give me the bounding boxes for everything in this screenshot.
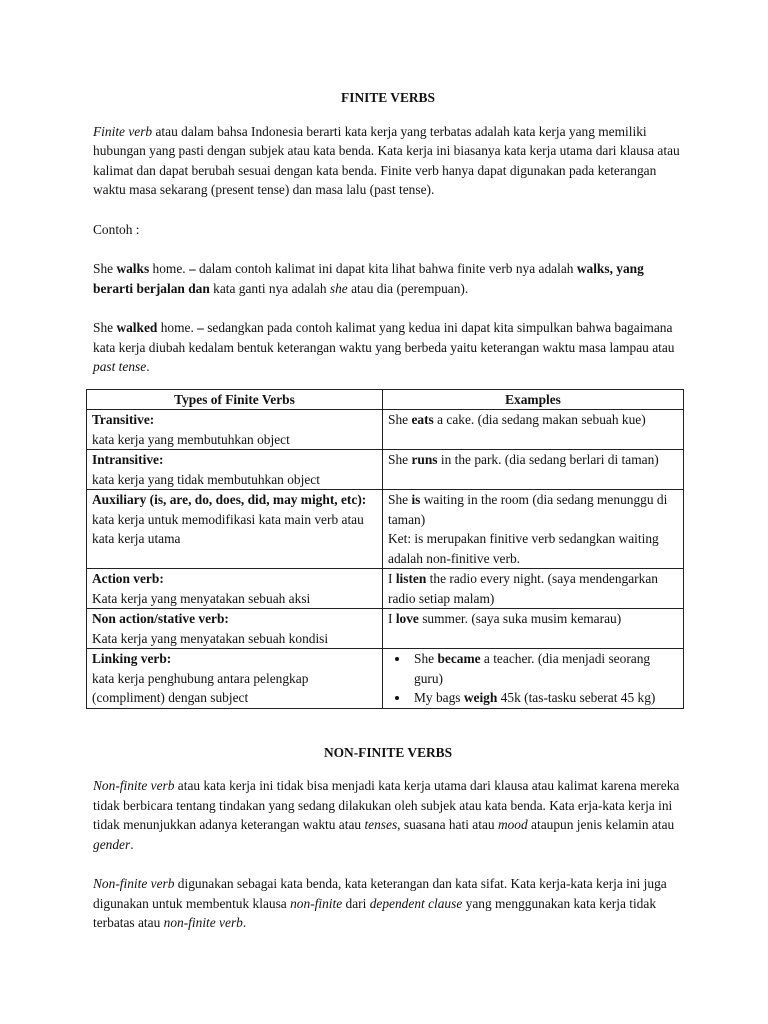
header-examples: Examples [383,389,684,410]
list-item: • She became a teacher. (dia menjadi seorang guru) [410,649,678,688]
type-name: Intransitive: [92,452,164,467]
header-types: Types of Finite Verbs [87,389,383,410]
example-cell: She eats a cake. (dia sedang makan sebuah kue) [383,410,684,450]
document-page [93,88,683,933]
finite-verb-definition: Finite verb atau dalam bahsa Indonesia berarti kata kerja yang terbatas adalah kata kerja yang memiliki hubungan yang pasti dengan subjek atau kata benda. Kata kerja ini biasanya kata kerja utama dari klausa atau kalimat dan dapat berubah sesuai dengan kata benda. Finite verb hanya dapat digunakan pada keterangan waktu masa sekarang (present tense) dan masa lalu (past tense). [93,123,680,197]
table-row [87,649,684,709]
type-name: Linking verb: [92,651,172,666]
finite-verbs-table [86,389,684,709]
example-cell: I love summer. (saya suka musim kemarau) [383,609,684,649]
example-note: Ket: is merupakan finitive verb sedangkan waiting adalah non-finitive verb. [388,531,659,566]
type-name: Action verb: [92,571,164,586]
non-finite-definition: Non-finite verb atau kata kerja ini tidak bisa menjadi kata kerja utama dari klausa atau kalimat karena mereka tidak berbicara tentang tindakan yang sedang dilakukan oleh subjek atau kata benda. Kata erja-kata kerja ini tidak menunjukkan adanya keterangan waktu atau tenses, suasana hati atau mood ataupun jenis kelamin atau gender. [93,778,680,852]
type-name: Auxiliary (is, are, do, does, did, may might, etc): [92,492,367,507]
type-name: Non action/stative verb: [92,611,229,626]
example-walked: She walked home. – sedangkan pada contoh kalimat yang kedua ini dapat kita simpulkan bahwa bagaimana kata kerja diubah kedalam bentuk keterangan waktu yang berbeda yaitu keterangan waktu masa lampau atau past tense. [93,320,675,374]
example-bullet-list [388,649,678,708]
type-description: kata kerja yang membutuhkan object [92,431,290,447]
table-header-row [87,389,684,410]
type-description: kata kerja untuk memodifikasi kata main verb atau kata kerja utama [92,511,364,546]
example-cell: I listen the radio every night. (saya mendengarkan radio setiap malam) [383,569,684,609]
table-row [87,410,684,450]
type-description: kata kerja yang tidak membutuhkan object [92,471,320,487]
non-finite-usage: Non-finite verb digunakan sebagai kata benda, kata keterangan dan kata sifat. Kata kerja-kata kerja ini juga digunakan untuk membentuk klausa non-finite dari dependent clause yang menggunakan kata kerja tidak terbatas atau non-finite verb. [93,876,667,930]
page-title: FINITE VERBS [341,90,435,105]
type-description: Kata kerja yang menyatakan sebuah aksi [92,590,311,606]
table-row [87,609,684,649]
table-row [87,450,684,490]
type-description: Kata kerja yang menyatakan sebuah kondisi [92,630,329,646]
example-cell [383,649,684,709]
list-item: • My bags weigh 45k (tas-tasku seberat 45 kg) [410,688,678,708]
contoh-label: Contoh : [93,221,140,237]
example-walks: She walks home. – dalam contoh kalimat ini dapat kita lihat bahwa finite verb nya adalah walks, yang berarti berjalan dan kata ganti nya adalah she atau dia (perempuan). [93,261,644,296]
section-title: NON-FINITE VERBS [323,744,453,760]
table-row [87,569,684,609]
example-cell: She runs in the park. (dia sedang berlari di taman) [383,450,684,490]
type-description: kata kerja penghubung antara pelengkap (compliment) dengan subject [92,670,309,705]
table-row [87,490,684,569]
type-name: Transitive: [92,412,155,427]
term-finite-verb: Finite verb [93,123,153,139]
example-cell: She is waiting in the room (dia sedang menunggu di taman) Ket: is merupakan finitive verb sedangkan waiting adalah non-finitive verb. [383,490,684,569]
